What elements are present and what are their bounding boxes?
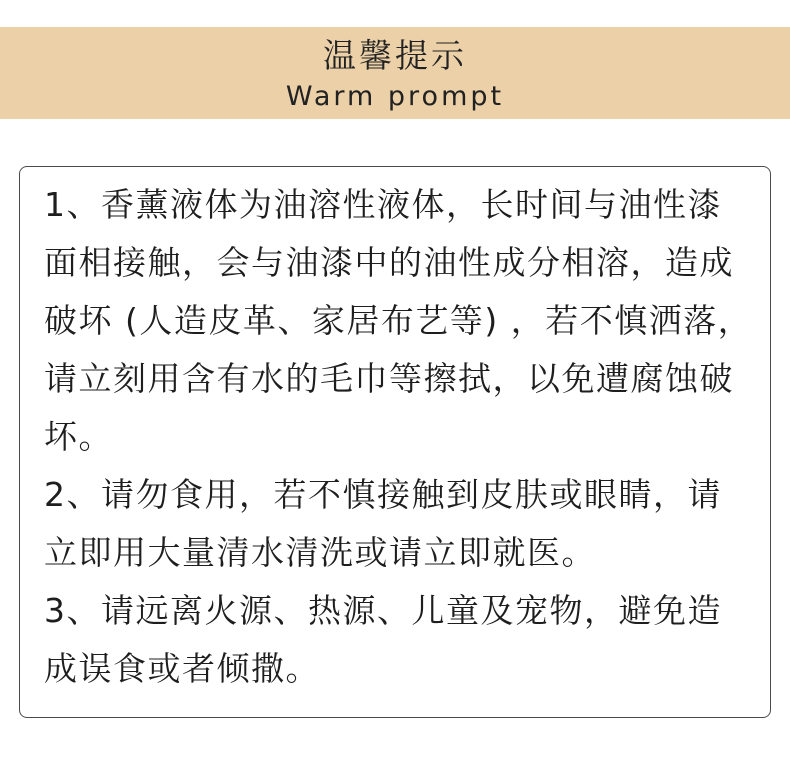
- notice-item-1: 1、香薰液体为油溶性液体，长时间与油性漆面相接触，会与油漆中的油性成分相溶，造成破坏 (人造皮革、家居布艺等) ，若不慎洒落，请立刻用含有水的毛巾等擦拭，以免遭腐蚀破坏。: [44, 185, 753, 456]
- title-chinese: 温馨提示: [323, 36, 467, 75]
- notice-text: [44, 176, 756, 698]
- notice-item-2: 2、请勿食用，若不慎接触到皮肤或眼睛，请立即用大量清水清洗或请立即就医。: [44, 475, 722, 572]
- notice-item-3: 3、请远离火源、热源、儿童及宠物，避免造成误食或者倾撒。: [44, 591, 722, 688]
- title-english: Warm prompt: [285, 81, 505, 112]
